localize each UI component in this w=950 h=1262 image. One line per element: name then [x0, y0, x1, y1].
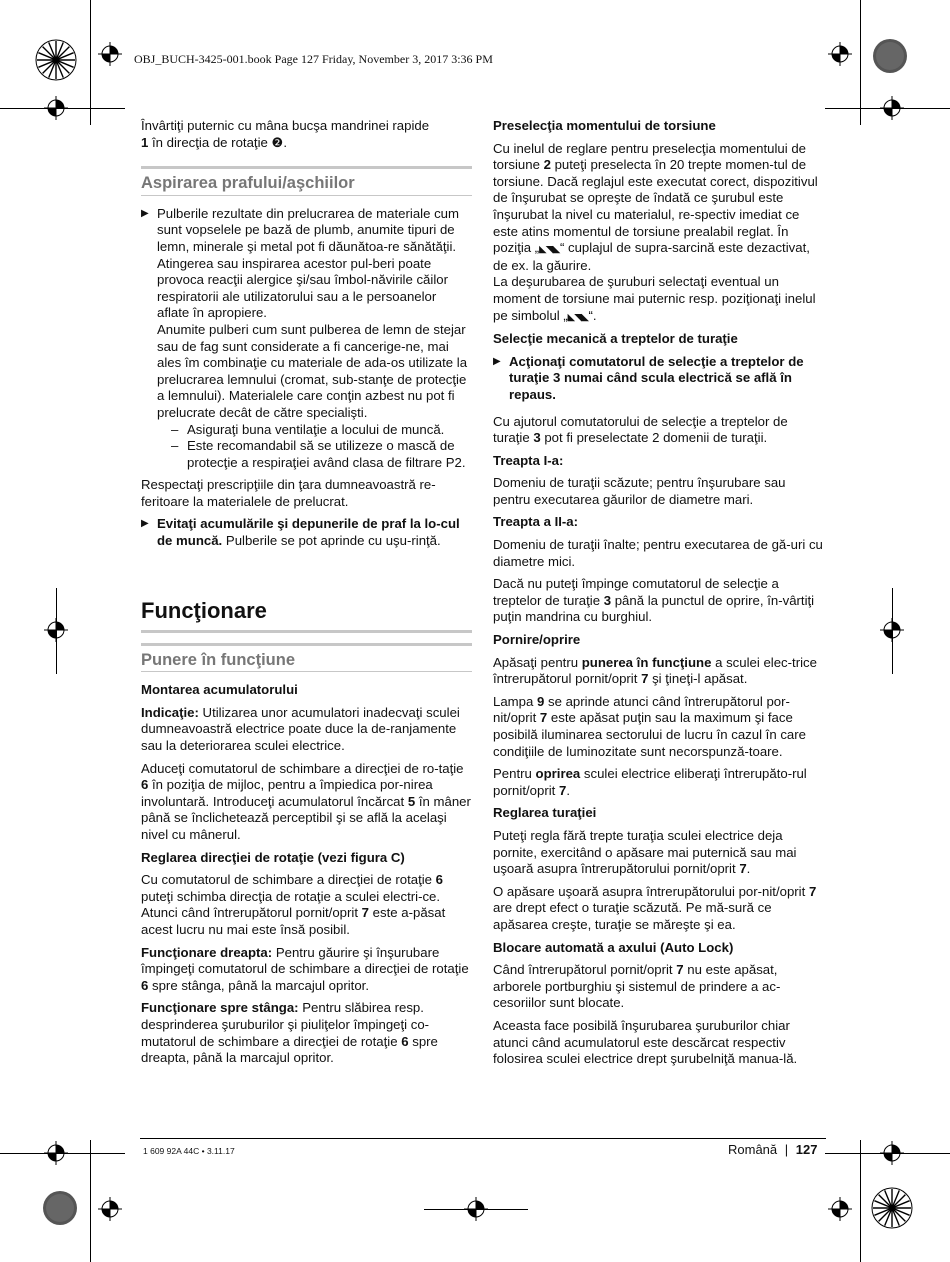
bullet-item: ▶ Acţionaţi comutatorul de selecţie a treptelor de turaţie 3 numai când scula electrică se află în repaus. — [493, 353, 804, 402]
subheading: Pornire/oprire — [493, 632, 581, 648]
drill-symbol-icon: ◣◥◣ — [539, 244, 560, 255]
subheading: Blocare automată a axului (Auto Lock) — [493, 939, 734, 955]
bullet-item: ▶ Evitaţi acumulările şi depunerile de praf la lo-cul de muncă. Pulberile se pot aprinde cu uşu-rinţă. — [141, 516, 460, 549]
paragraph: Funcţionare spre stânga: Pentru slăbirea resp. desprinderea şuruburilor şi piuliţelor împingeţi co-mutatorul de schimbare a direcţiei de rotaţie 6 spre dreapta, până la marcajul opritor. — [141, 1000, 438, 1066]
subheading: Treapta a II-a: — [493, 514, 579, 530]
dash-item: – Este recomandabil să se utilizeze o mască de protecţie a respiraţiei având clasa de filtrare P2. — [171, 438, 466, 470]
page-number: 127 — [795, 1142, 818, 1157]
registration-target-icon — [98, 1197, 122, 1221]
note-paragraph: Indicaţie: Utilizarea unor acumulatori inadecvaţi sculei dumneavoastră electrice poate duce la de-ranjamente sau la deteriorarea sculei electrice. — [141, 704, 460, 754]
paragraph: Cu ajutorul comutatorului de selecţie a treptelor de turaţie 3 pot fi preselectate 2 domenii de turaţii. — [493, 413, 788, 446]
drill-symbol-icon: ◣◥◣ — [567, 311, 589, 322]
registration-target-icon — [98, 42, 122, 66]
crop-mark — [860, 0, 861, 125]
section-title-dust: Aspirarea prafului/aşchiilor — [141, 166, 472, 196]
gray-dot-target-icon — [42, 1190, 78, 1226]
paragraph: Lampa 9 se aprinde atunci când întrerupătorul por-nit/oprit 7 este apăsat puţin sau la maximum şi face posibilă iluminarea sectorului de lucru în cazul în care condiţiile de luminozitate sunt necorspunză-toare. — [493, 693, 806, 759]
paragraph: Domeniu de turaţii scăzute; pentru înşurubare sau pentru executarea găurilor de diametre mari. — [493, 475, 786, 507]
bullet-item: ▶ Pulberile rezultate din prelucrarea de materiale cum sunt vopselele pe bază de plumb, anumite tipuri de lemn, minerale şi metal pot fi dăunătoa-re sănătăţii. Atingerea sau inspirarea acestor pul-beri poate provoca reacţii alergice şi/sau îmbol-năvirile căilor respiratorii ale utilizatorului sau a le persoanelor aflate în apropiere. Anumite pulberi cum sunt pulberea de lemn de stejar sau de fag sunt considerate a fi cancerige-ne, mai ales îm combinaţie cu materiale de ada-os utilizate la prelucrarea lemnului (cromat, sub-stanţe de protecţie a lemnului). Materialele care conţin azbest nu pot fi prelucrate decât de către specialişti. – Asiguraţi buna ventilaţie a locului de muncă. – Este recomandabil să se utilizeze o mască de protecţie a respiraţiei având clasa de filtrare P2. — [141, 206, 472, 472]
paragraph: Apăsaţi pentru punerea în funcţiune a sculei elec-trice întrerupătorul pornit/oprit 7 şi ţineţi-l apăsat. — [493, 654, 817, 687]
footer-rule — [140, 1138, 826, 1139]
triangle-bullet-icon: ▶ — [141, 518, 149, 530]
subheading: Selecţie mecanică a treptelor de turaţie — [493, 331, 738, 347]
footer-page-info — [728, 1142, 817, 1157]
crop-mark — [424, 1209, 528, 1210]
paragraph: Aduceţi comutatorul de schimbare a direcţiei de ro-taţie 6 în poziţia de mijloc, pentru a împiedica por-nirea involuntară. Introduceţi acumulatorul încărcat 5 în mâner până se înclichetează perceptibil şi se află la acelaşi nivel cu mânerul. — [141, 760, 471, 842]
crop-mark — [90, 0, 91, 125]
triangle-bullet-icon: ▶ — [141, 207, 149, 219]
chapter-title: Funcţionare — [141, 598, 472, 633]
crop-mark — [56, 588, 57, 674]
paragraph: Cu inelul de reglare pentru preselecţia momentului de torsiune 2 puteţi preselecta în 20 trepte momen-tul de torsiune. Dacă reglajul este executat corect, dispozitivul de înşurubat se opreşte de îndată ce şurubul este înşurubat la nivel cu materialul, re-spectiv imediat ce este atins momentul de torsiune prealabil reglat. În poziţia „◣◥◣“ cuplajul de supra-sarcină este dezactivat, de ex. la găurire. — [493, 140, 818, 273]
right-column — [493, 118, 824, 1074]
paragraph: Pentru oprirea sculei electrice eliberaţi întrerupăto-rul pornit/oprit 7. — [493, 766, 807, 798]
footer-code: 1 609 92A 44C • 3.11.17 — [143, 1146, 235, 1156]
left-column — [141, 118, 472, 1073]
subheading: Preselecţia momentului de torsiune — [493, 118, 716, 133]
paragraph: Când întrerupătorul pornit/oprit 7 nu este apăsat, arborele portburghiu şi sistemul de prindere a ac-cesoriilor sunt blocate. — [493, 962, 781, 1011]
paragraph: Aceasta face posibilă înşurubarea şuruburilor chiar atunci când acumulatorul este descărcat respectiv folosirea sculei electrice drept şurubelniţă manua-lă. — [493, 1017, 798, 1067]
registration-target-icon — [828, 1197, 852, 1221]
footer-separator: | — [784, 1142, 789, 1157]
registration-target-icon — [44, 96, 68, 120]
registration-target-icon — [880, 1141, 904, 1165]
crop-mark — [892, 588, 893, 674]
subheading: Reglarea turaţiei — [493, 805, 597, 821]
dash-item: – Asiguraţi buna ventilaţie a locului de muncă. — [171, 421, 445, 437]
crop-mark — [90, 1140, 91, 1262]
paragraph: O apăsare uşoară asupra întrerupătorului por-nit/oprit 7 are drept efect o turaţie scăzută. Pe mă-sură ce apăsarea creşte, turaţie se măreşte şi ea. — [493, 883, 817, 932]
paragraph: Cu comutatorul de schimbare a direcţiei de rotaţie 6 puteţi schimba direcţia de rotaţie a sculei electri-ce. Atunci când întrerupătorul pornit/oprit 7 este a-păsat acest lucru nu mai este însă posibil. — [141, 872, 446, 937]
registration-target-icon — [44, 1141, 68, 1165]
triangle-bullet-icon: ▶ — [493, 355, 501, 367]
registration-target-icon — [880, 96, 904, 120]
footer-language: Română — [728, 1142, 778, 1157]
book-header: OBJ_BUCH-3425-001.book Page 127 Friday, November 3, 2017 3:36 PM — [134, 52, 493, 66]
paragraph: Funcţionare dreapta: Pentru găurire şi înşurubare împingeţi comutatorul de schimbare a direcţiei de rotaţie 6 spre stânga, până la marcajul opritor. — [141, 944, 469, 993]
gray-dot-target-icon — [872, 38, 908, 74]
star-target-icon — [870, 1186, 914, 1230]
crop-mark — [860, 1140, 861, 1262]
paragraph: Respectaţi prescripţiile din ţara dumneavoastră re-feritoare la materialele de prelucrat. — [141, 477, 436, 509]
registration-target-icon — [828, 42, 852, 66]
subheading: Reglarea direcţiei de rotaţie (vezi figura C) — [141, 849, 405, 865]
paragraph: Domeniu de turaţii înalte; pentru executarea de gă-uri cu diametre mici. — [493, 537, 823, 569]
paragraph: La deşurubarea de şuruburi selectaţi eventual un moment de torsiune mai puternic resp. poziţionaţi inelul pe simbolul „◣◥◣“. — [493, 274, 816, 323]
paragraph: Dacă nu puteţi împinge comutatorul de selecţie a treptelor de turaţie 3 până la punctul de oprire, în-vârtiţi puţin mandrina cu burghiul. — [493, 576, 815, 625]
section-title-startup: Punere în funcţiune — [141, 643, 472, 673]
subheading: Montarea acumulatorului — [141, 682, 298, 698]
intro-paragraph: Învârtiţi puternic cu mâna bucşa mandrinei rapide 1 în direcţia de rotaţie ❷. — [141, 118, 430, 150]
paragraph: Puteţi regla fără trepte turaţia sculei electrice deja pornite, exercitând o apăsare mai puternică sau mai uşoară asupra întrerupătorului pornit/oprit 7. — [493, 827, 797, 877]
star-target-icon — [34, 38, 78, 82]
subheading: Treapta I-a: — [493, 452, 564, 468]
